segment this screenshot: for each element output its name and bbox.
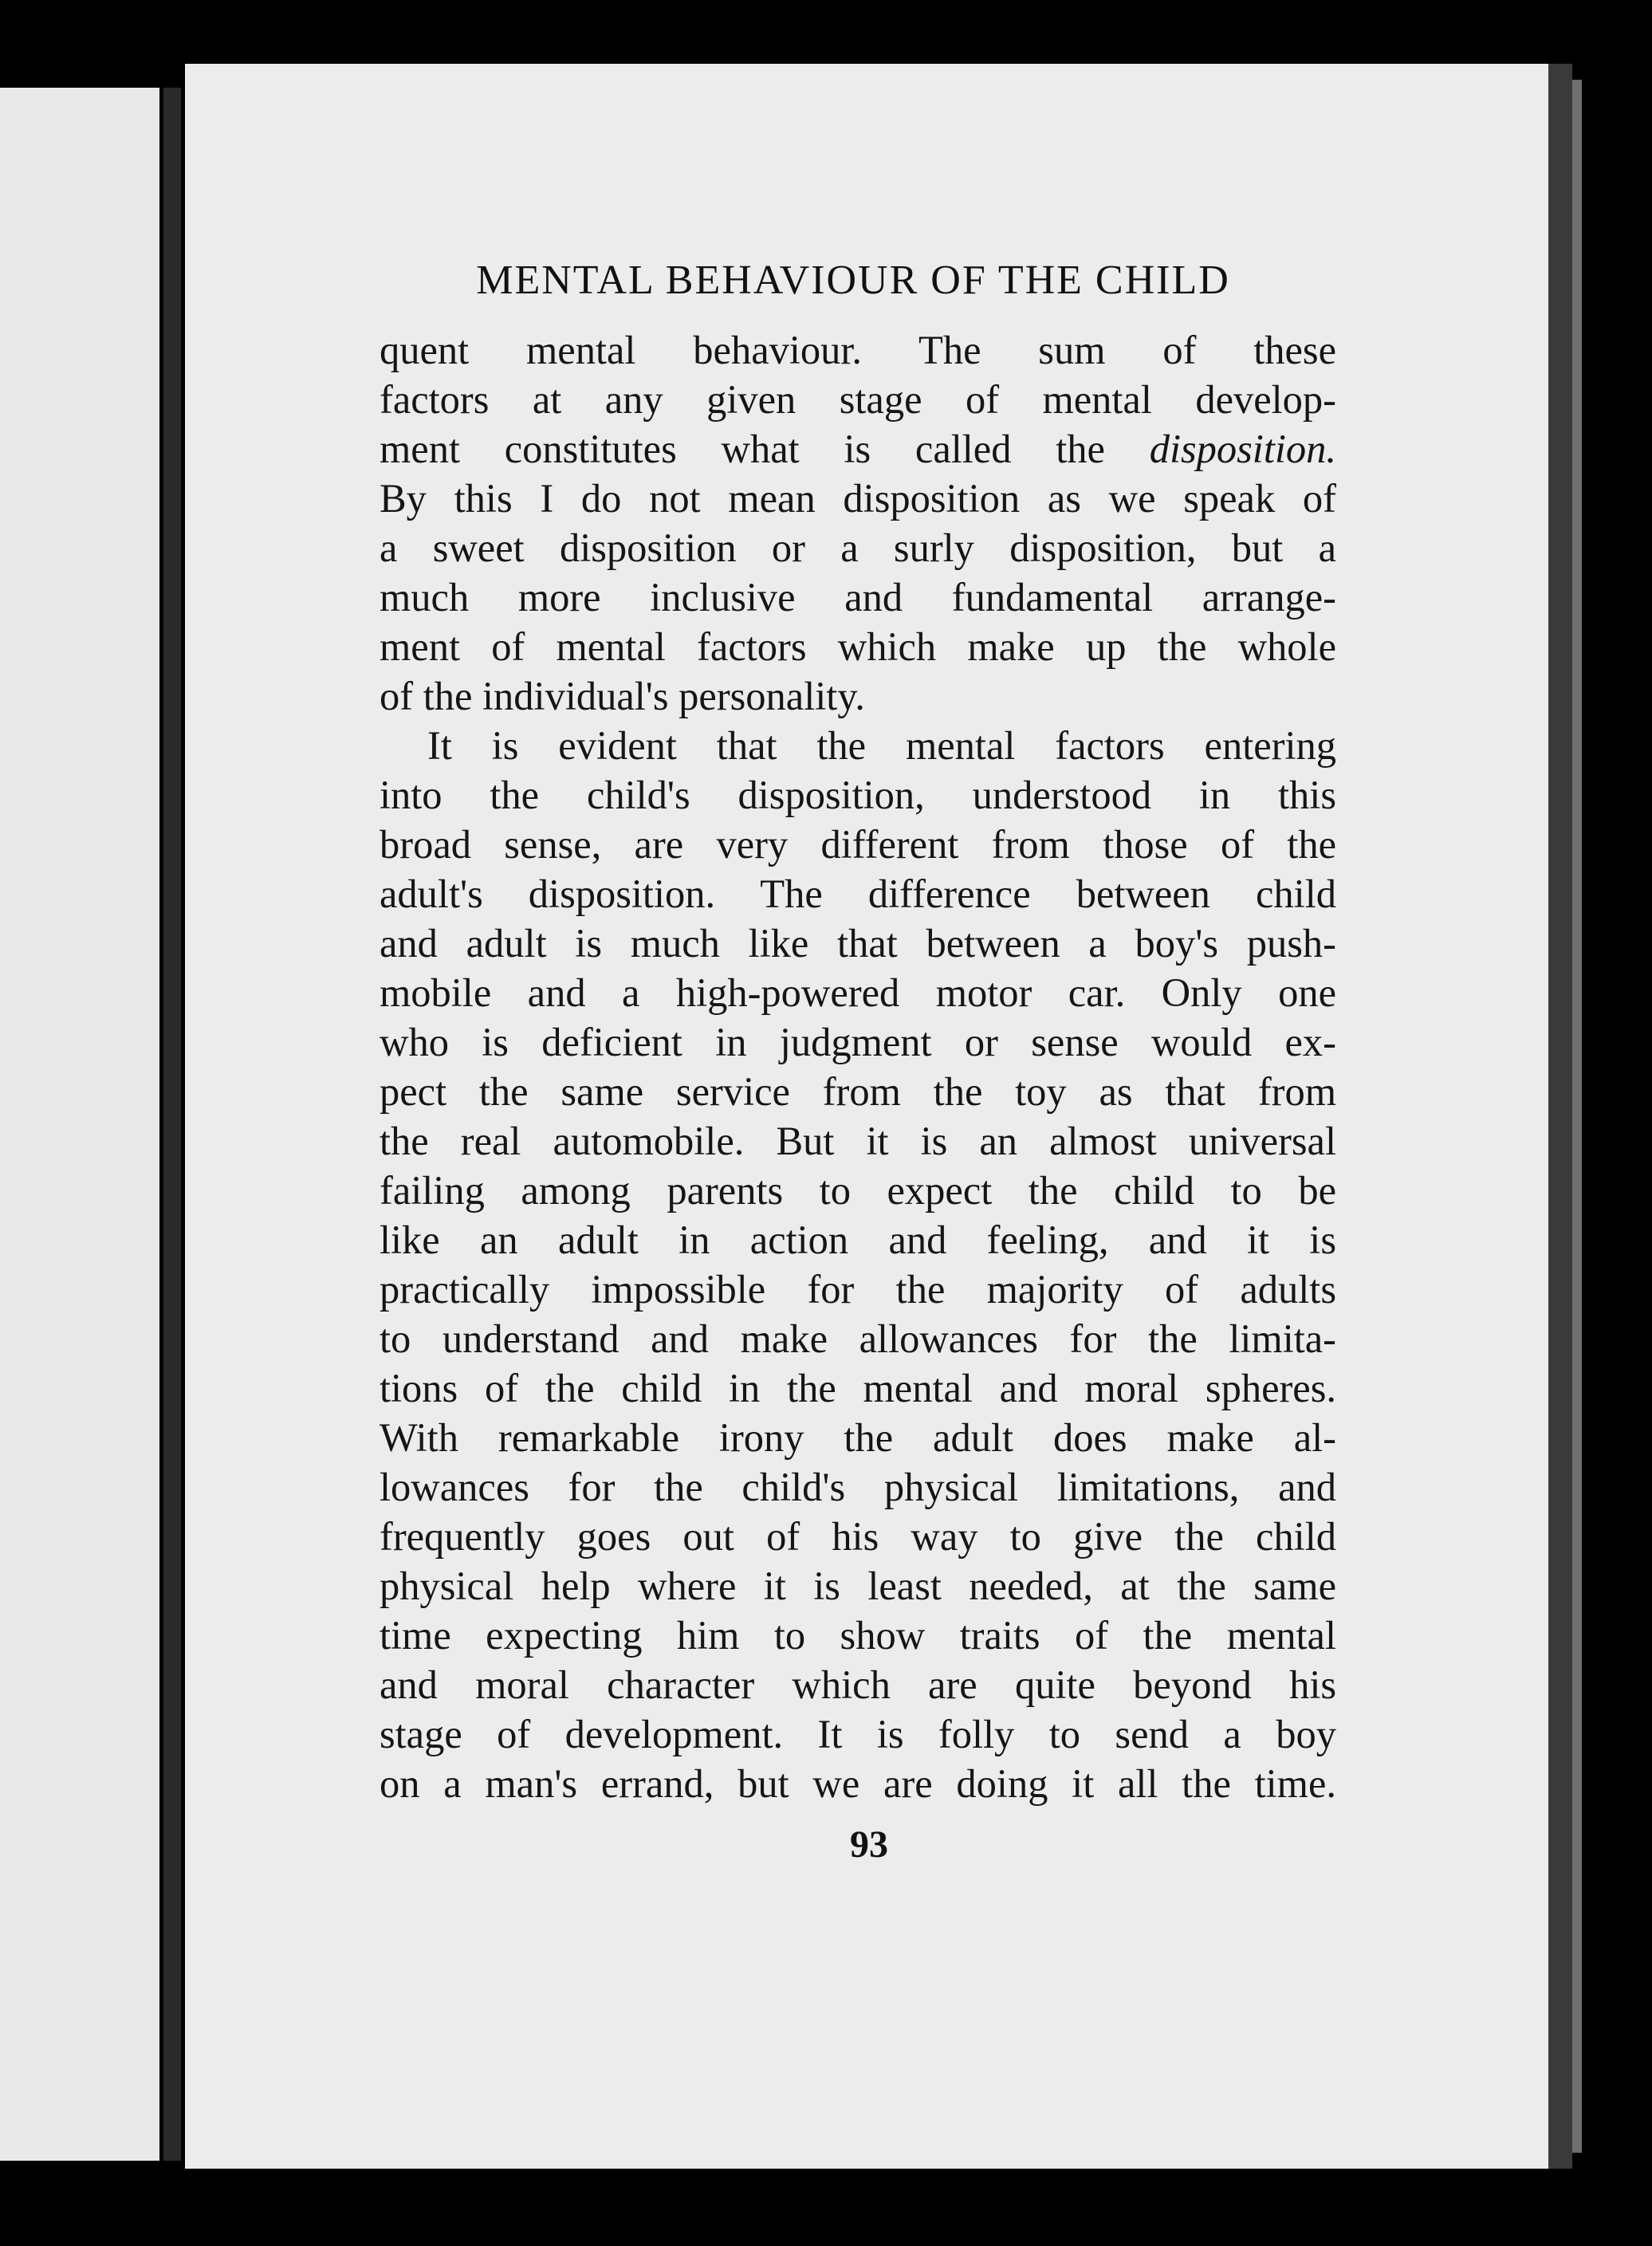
body-text [380, 325, 1336, 1808]
text-line: adult's disposition. The difference between child [380, 871, 1336, 916]
text-line: With remarkable irony the adult does make al- [380, 1415, 1336, 1460]
running-head: MENTAL BEHAVIOUR OF THE CHILD [476, 258, 1230, 303]
text-line: a sweet disposition or a surly disposition, but a [380, 525, 1336, 570]
text-line: and adult is much like that between a boy's push- [380, 921, 1336, 966]
text-line: By this I do not mean disposition as we speak of [380, 476, 1336, 521]
text-line: pect the same service from the toy as that from [380, 1069, 1336, 1114]
text-line: quent mental behaviour. The sum of these [380, 328, 1336, 372]
text-line: much more inclusive and fundamental arrange- [380, 575, 1336, 620]
text-line: time expecting him to show traits of the mental [380, 1613, 1336, 1658]
text-line: It is evident that the mental factors entering [427, 723, 1336, 768]
right-page-stack [1572, 80, 1582, 2153]
text-line-with-italic [380, 424, 1336, 474]
text-line: practically impossible for the majority of adults [380, 1267, 1336, 1312]
right-binding-edge [1548, 64, 1572, 2169]
text-line: stage of development. It is folly to send a boy [380, 1712, 1336, 1756]
text-line: mobile and a high-powered motor car. Only one [380, 970, 1336, 1015]
text-line: into the child's disposition, understood in this [380, 773, 1336, 817]
text-line: factors at any given stage of mental develop- [380, 377, 1336, 422]
text-line: ment of mental factors which make up the whole [380, 624, 1336, 669]
text-line: of the individual's personality. [380, 674, 865, 718]
text-line: like an adult in action and feeling, and it is [380, 1217, 1336, 1262]
text-line: to understand and make allowances for the limita- [380, 1316, 1336, 1361]
text-line: failing among parents to expect the child to be [380, 1168, 1336, 1213]
text-line: frequently goes out of his way to give the child [380, 1514, 1336, 1559]
left-binding-shadow [163, 88, 181, 2161]
text-line: and moral character which are quite beyond his [380, 1662, 1336, 1707]
page-number: 93 [850, 1823, 888, 1866]
text-line: broad sense, are very different from those of the [380, 822, 1336, 867]
text-line: lowances for the child's physical limitations, and [380, 1465, 1336, 1509]
text-line: physical help where it is least needed, at the same [380, 1564, 1336, 1608]
facing-page-edge [0, 88, 159, 2161]
text-line: the real automobile. But it is an almost universal [380, 1119, 1336, 1163]
text-line: who is deficient in judgment or sense would ex- [380, 1020, 1336, 1064]
italic-term: disposition. [1149, 427, 1337, 471]
text-line: on a man's errand, but we are doing it all the time. [380, 1761, 1336, 1806]
text-line: tions of the child in the mental and moral spheres. [380, 1366, 1336, 1410]
text-line-start: ment constitutes what is called the [380, 427, 1105, 471]
